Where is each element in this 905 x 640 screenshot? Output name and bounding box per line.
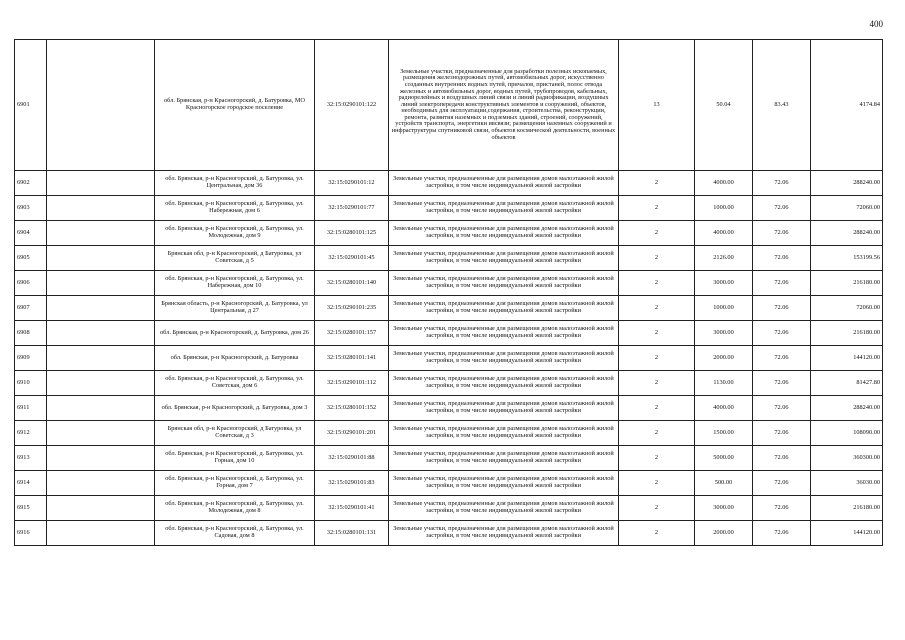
- table-row: [15, 321, 883, 346]
- cell-specific-value: 72.06: [753, 321, 811, 346]
- cell-number: 6908: [15, 321, 47, 346]
- cell-address: обл. Брянская, р-н Красногорский, д. Батуровка, ул. Молодежная, дом 9: [155, 221, 315, 246]
- cell-address: Брянская область, р-н Красногорский, д. Батуровка, ул Центральная, д 27: [155, 296, 315, 321]
- cell-permitted-use: Земельные участки, предназначенные для размещения домов малоэтажной жилой застройки, в том числе индивидуальной жилой застройки: [389, 171, 619, 196]
- cell-group-code: 2: [619, 246, 695, 271]
- cadastral-value-table: [14, 39, 883, 546]
- cell-empty: [47, 296, 155, 321]
- cell-empty: [47, 371, 155, 396]
- cell-cadastral-number: 32:15:0280101:152: [315, 396, 389, 421]
- cell-group-code: 2: [619, 371, 695, 396]
- cell-number: 6906: [15, 271, 47, 296]
- cell-empty: [47, 496, 155, 521]
- cell-area: 500.00: [695, 471, 753, 496]
- table-row: [15, 471, 883, 496]
- cell-empty: [47, 346, 155, 371]
- cell-specific-value: 72.06: [753, 471, 811, 496]
- cell-address: обл. Брянская, р-н Красногорский, д. Батуровка, ул. Горная, дом 7: [155, 471, 315, 496]
- cell-empty: [47, 421, 155, 446]
- cell-number: 6909: [15, 346, 47, 371]
- cell-area: 1130.00: [695, 371, 753, 396]
- cell-permitted-use: Земельные участки, предназначенные для размещения домов малоэтажной жилой застройки, в том числе индивидуальной жилой застройки: [389, 496, 619, 521]
- cell-empty: [47, 521, 155, 546]
- cell-specific-value: 72.06: [753, 296, 811, 321]
- cell-cadastral-value: 108090.00: [811, 421, 883, 446]
- cell-address: обл. Брянская, р-н Красногорский, д. Батуровка, МО Красногорское городское поселение: [155, 40, 315, 171]
- cell-empty: [47, 396, 155, 421]
- cell-specific-value: 72.06: [753, 446, 811, 471]
- cell-address: обл. Брянская, р-н Красногорский, д. Батуровка, дом 3: [155, 396, 315, 421]
- cell-number: 6902: [15, 171, 47, 196]
- cell-cadastral-value: 72060.00: [811, 296, 883, 321]
- cell-cadastral-value: 216180.00: [811, 271, 883, 296]
- cell-cadastral-number: 32:15:0290101:41: [315, 496, 389, 521]
- cell-cadastral-number: 32:15:0290101:83: [315, 471, 389, 496]
- table-row: [15, 296, 883, 321]
- cell-cadastral-number: 32:15:0290101:235: [315, 296, 389, 321]
- cell-number: 6912: [15, 421, 47, 446]
- cell-address: обл. Брянская, р-н Красногорский, д. Батуровка, ул. Садовая, дом 8: [155, 521, 315, 546]
- cell-empty: [47, 171, 155, 196]
- cell-cadastral-value: 144120.00: [811, 346, 883, 371]
- cell-specific-value: 72.06: [753, 246, 811, 271]
- cell-number: 6911: [15, 396, 47, 421]
- cell-number: 6905: [15, 246, 47, 271]
- cell-area: 1000.00: [695, 296, 753, 321]
- cell-empty: [47, 271, 155, 296]
- cell-number: 6904: [15, 221, 47, 246]
- cell-permitted-use: Земельные участки, предназначенные для размещения домов малоэтажной жилой застройки, в том числе индивидуальной жилой застройки: [389, 271, 619, 296]
- cell-permitted-use: Земельные участки, предназначенные для размещения домов малоэтажной жилой застройки, в том числе индивидуальной жилой застройки: [389, 371, 619, 396]
- cell-area: 5000.00: [695, 446, 753, 471]
- cell-cadastral-number: 32:15:0280101:140: [315, 271, 389, 296]
- table-body: [15, 40, 883, 546]
- table-row: [15, 221, 883, 246]
- cell-area: 1000.00: [695, 196, 753, 221]
- table-row: [15, 446, 883, 471]
- table-row: [15, 346, 883, 371]
- cell-specific-value: 72.06: [753, 421, 811, 446]
- cell-group-code: 2: [619, 471, 695, 496]
- cell-group-code: 2: [619, 396, 695, 421]
- cell-cadastral-value: 144120.00: [811, 521, 883, 546]
- cell-address: обл. Брянская, р-н Красногорский, д. Батуровка: [155, 346, 315, 371]
- cell-number: 6914: [15, 471, 47, 496]
- cell-cadastral-number: 32:15:0280101:131: [315, 521, 389, 546]
- cell-specific-value: 72.06: [753, 396, 811, 421]
- cell-permitted-use: Земельные участки, предназначенные для размещения домов малоэтажной жилой застройки, в том числе индивидуальной жилой застройки: [389, 471, 619, 496]
- cell-group-code: 2: [619, 221, 695, 246]
- cell-group-code: 2: [619, 421, 695, 446]
- cell-permitted-use: Земельные участки, предназначенные для размещения домов малоэтажной жилой застройки, в том числе индивидуальной жилой застройки: [389, 196, 619, 221]
- table-row: [15, 421, 883, 446]
- cell-address: Брянская обл, р-н Красногорский, д Батуровка, ул Советская, д 5: [155, 246, 315, 271]
- cell-area: 50.04: [695, 40, 753, 171]
- cell-group-code: 2: [619, 496, 695, 521]
- cell-group-code: 2: [619, 171, 695, 196]
- cell-empty: [47, 40, 155, 171]
- cell-specific-value: 83.43: [753, 40, 811, 171]
- cell-group-code: 2: [619, 346, 695, 371]
- cell-cadastral-number: 32:15:0290101:12: [315, 171, 389, 196]
- table-row: [15, 196, 883, 221]
- cell-area: 3000.00: [695, 321, 753, 346]
- cell-permitted-use: Земельные участки, предназначенные для размещения домов малоэтажной жилой застройки, в том числе индивидуальной жилой застройки: [389, 346, 619, 371]
- cell-number: 6910: [15, 371, 47, 396]
- cell-specific-value: 72.06: [753, 171, 811, 196]
- cell-empty: [47, 246, 155, 271]
- cell-group-code: 2: [619, 446, 695, 471]
- cell-permitted-use: Земельные участки, предназначенные для размещения домов малоэтажной жилой застройки, в том числе индивидуальной жилой застройки: [389, 221, 619, 246]
- cell-specific-value: 72.06: [753, 271, 811, 296]
- cell-group-code: 2: [619, 521, 695, 546]
- cell-empty: [47, 196, 155, 221]
- cell-empty: [47, 446, 155, 471]
- cell-cadastral-value: 288240.00: [811, 221, 883, 246]
- cell-area: 3000.00: [695, 496, 753, 521]
- cell-permitted-use: Земельные участки, предназначенные для размещения домов малоэтажной жилой застройки, в том числе индивидуальной жилой застройки: [389, 396, 619, 421]
- cell-number: 6916: [15, 521, 47, 546]
- cell-area: 4000.00: [695, 396, 753, 421]
- cell-cadastral-number: 32:15:0280101:157: [315, 321, 389, 346]
- cell-area: 2000.00: [695, 521, 753, 546]
- cell-number: 6913: [15, 446, 47, 471]
- cell-permitted-use: Земельные участки, предназначенные для размещения домов малоэтажной жилой застройки, в том числе индивидуальной жилой застройки: [389, 321, 619, 346]
- table-row: [15, 246, 883, 271]
- table-row: [15, 396, 883, 421]
- table-row: [15, 496, 883, 521]
- cell-cadastral-number: 32:15:0280101:141: [315, 346, 389, 371]
- cell-address: обл. Брянская, р-н Красногорский, д. Батуровка, ул. Советская, дом 6: [155, 371, 315, 396]
- cell-cadastral-number: 32:15:0290101:77: [315, 196, 389, 221]
- cell-area: 4000.00: [695, 221, 753, 246]
- cell-cadastral-value: 216180.00: [811, 496, 883, 521]
- cell-cadastral-value: 288240.00: [811, 396, 883, 421]
- cell-cadastral-number: 32:15:0290101:112: [315, 371, 389, 396]
- cell-address: обл. Брянская, р-н Красногорский, д. Батуровка, ул. Центральная, дом 36: [155, 171, 315, 196]
- cell-cadastral-value: 4174.84: [811, 40, 883, 171]
- cell-cadastral-value: 36030.00: [811, 471, 883, 496]
- cell-group-code: 13: [619, 40, 695, 171]
- cell-empty: [47, 471, 155, 496]
- cell-cadastral-value: 81427.80: [811, 371, 883, 396]
- cell-cadastral-number: 32:15:0290101:201: [315, 421, 389, 446]
- cell-cadastral-number: 32:15:0290101:45: [315, 246, 389, 271]
- cell-area: 2000.00: [695, 346, 753, 371]
- cell-specific-value: 72.06: [753, 496, 811, 521]
- cell-cadastral-value: 288240.00: [811, 171, 883, 196]
- cell-empty: [47, 221, 155, 246]
- cell-permitted-use: Земельные участки, предназначенные для размещения домов малоэтажной жилой застройки, в том числе индивидуальной жилой застройки: [389, 421, 619, 446]
- cell-specific-value: 72.06: [753, 196, 811, 221]
- cell-number: 6903: [15, 196, 47, 221]
- cell-group-code: 2: [619, 321, 695, 346]
- cell-cadastral-value: 360300.00: [811, 446, 883, 471]
- cell-permitted-use: Земельные участки, предназначенные для размещения домов малоэтажной жилой застройки, в том числе индивидуальной жилой застройки: [389, 246, 619, 271]
- cell-specific-value: 72.06: [753, 521, 811, 546]
- cell-address: обл. Брянская, р-н Красногорский, д. Батуровка, ул. Набережная, дом 10: [155, 271, 315, 296]
- cell-specific-value: 72.06: [753, 346, 811, 371]
- cell-empty: [47, 321, 155, 346]
- cell-cadastral-number: 32:15:0290101:122: [315, 40, 389, 171]
- cell-address: Брянская обл, р-н Красногорский, д Батуровка, ул Советская, д 3: [155, 421, 315, 446]
- cell-group-code: 2: [619, 271, 695, 296]
- cell-specific-value: 72.06: [753, 221, 811, 246]
- cell-cadastral-value: 72060.00: [811, 196, 883, 221]
- cell-permitted-use: Земельные участки, предназначенные для размещения домов малоэтажной жилой застройки, в том числе индивидуальной жилой застройки: [389, 296, 619, 321]
- cell-address: обл. Брянская, р-н Красногорский, д. Батуровка, ул. Молодежная, дом 8: [155, 496, 315, 521]
- table-row: [15, 521, 883, 546]
- cell-permitted-use: Земельные участки, предназначенные для разработки полезных ископаемых, размещения железнодорожных путей, автомобильных дорог, искусственно созданных внутренних водных путей, причалов, пристаней, полос отвода железных и автомобильных дорог, водных путей, трубопроводов, кабельных, радиорелейных и воздушных линий связи и линий радиофикации, воздушных линий электропередачи конструктивных элементов и сооружений, объектов, необходимых для эксплуатации,содержания, строительства, реконструкции, ремонта, развития наземных и подземных зданий, строений, сооружений, устройств транспорта, энергетики ивсвязи; размещения наземных сооружений и инфраструктуры спутниковой связи, объектов космической деятельности, военных объектов: [389, 40, 619, 171]
- cell-area: 3000.00: [695, 271, 753, 296]
- cell-address: обл. Брянская, р-н Красногорский, д. Батуровка, дом 26: [155, 321, 315, 346]
- cell-area: 1500.00: [695, 421, 753, 446]
- cell-cadastral-number: 32:15:0290101:88: [315, 446, 389, 471]
- table-row: [15, 171, 883, 196]
- cell-area: 4000.00: [695, 171, 753, 196]
- cell-permitted-use: Земельные участки, предназначенные для размещения домов малоэтажной жилой застройки, в том числе индивидуальной жилой застройки: [389, 521, 619, 546]
- table-row: [15, 271, 883, 296]
- table-row: [15, 40, 883, 171]
- cell-number: 6915: [15, 496, 47, 521]
- cell-address: обл. Брянская, р-н Красногорский, д. Батуровка, ул. Набережная, дом 6: [155, 196, 315, 221]
- cell-number: 6907: [15, 296, 47, 321]
- cell-area: 2126.00: [695, 246, 753, 271]
- cell-group-code: 2: [619, 196, 695, 221]
- cell-address: обл. Брянская, р-н Красногорский, д. Батуровка, ул. Горная, дом 10: [155, 446, 315, 471]
- cell-cadastral-value: 153199.56: [811, 246, 883, 271]
- cell-group-code: 2: [619, 296, 695, 321]
- cell-specific-value: 72.06: [753, 371, 811, 396]
- table-row: [15, 371, 883, 396]
- cell-cadastral-number: 32:15:0280101:125: [315, 221, 389, 246]
- cell-number: 6901: [15, 40, 47, 171]
- page-number: 400: [869, 19, 883, 29]
- cell-cadastral-value: 216180.00: [811, 321, 883, 346]
- cell-permitted-use: Земельные участки, предназначенные для размещения домов малоэтажной жилой застройки, в том числе индивидуальной жилой застройки: [389, 446, 619, 471]
